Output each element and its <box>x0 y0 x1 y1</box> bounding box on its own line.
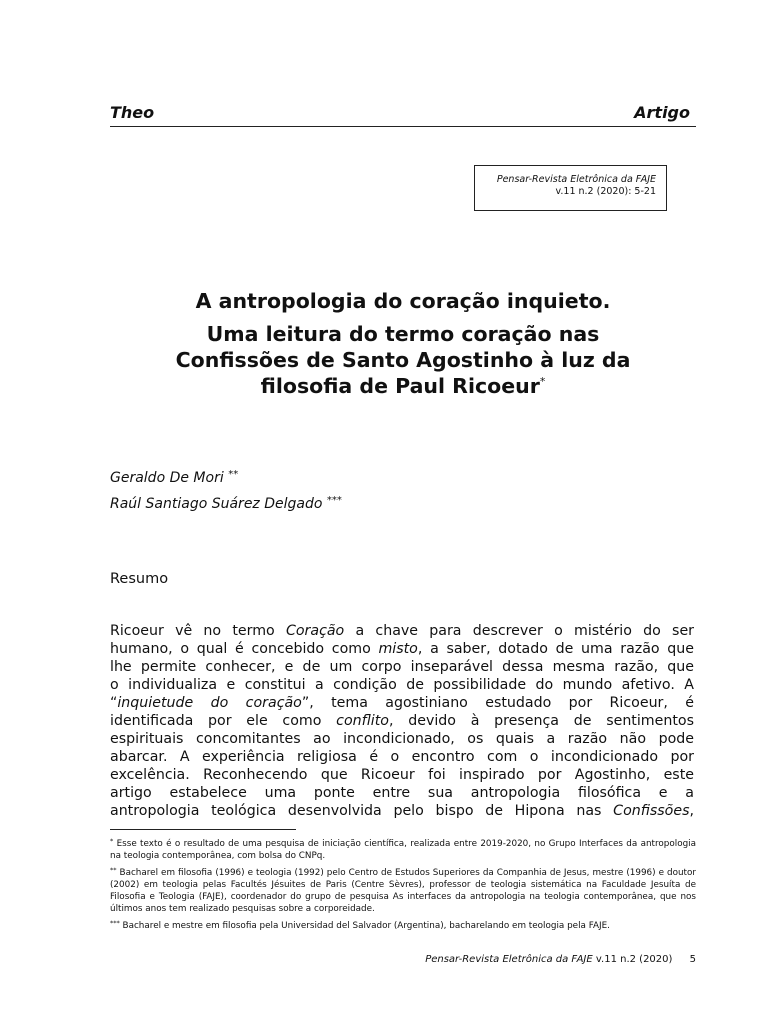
footnote-2-mark: ** <box>110 866 117 874</box>
footnotes <box>110 838 696 937</box>
footnote-3-mark: *** <box>110 919 120 927</box>
title-line-4-text: filosofia de Paul Ricoeur <box>260 374 540 398</box>
page-footer <box>110 954 696 965</box>
abstract-line: Ricoeur vê no termo Coração a chave para descrever o mistério do ser <box>110 623 694 639</box>
title-line-2: Uma leitura do termo coração nas <box>206 322 600 346</box>
title-line-4 <box>110 373 696 399</box>
abstract-line: excelência. Reconhecendo que Ricoeur foi inspirado por Agostinho, este <box>110 767 694 783</box>
abstract-line: espirituais concomitantes ao incondicionado, os quais a razão não pode <box>110 731 694 747</box>
footnote-3 <box>110 920 696 932</box>
title-footnote-mark[interactable]: * <box>539 375 546 388</box>
footer-volume: v.11 n.2 (2020) <box>595 954 673 965</box>
citation-journal: Pensar-Revista Eletrônica da FAJE <box>496 174 656 185</box>
abstract-line: abarcar. A experiência religiosa é o encontro com o incondicionado por <box>110 749 694 765</box>
footer-journal: Pensar-Revista Eletrônica da FAJE <box>425 954 593 965</box>
author-2-footnote-mark[interactable]: *** <box>326 495 342 506</box>
abstract-body <box>110 622 694 820</box>
author-1-name: Geraldo De Mori <box>110 470 224 486</box>
author-1 <box>110 470 238 486</box>
abstract-line: artigo estabelece uma ponte entre sua antropologia filosófica e a <box>110 785 694 801</box>
abstract-line: antropologia teológica desenvolvida pelo bispo de Hipona nas Confissões, <box>110 803 694 819</box>
citation-box <box>474 165 667 211</box>
footnote-1-text: Esse texto é o resultado de uma pesquisa de iniciação científica, realizada entre 2019-2020, no Grupo Interfaces da antropologia na teologia contemporânea, com bolsa do CNPq. <box>110 839 697 861</box>
title-line-3: Confissões de Santo Agostinho à luz da <box>175 348 631 372</box>
footnote-2 <box>110 867 696 915</box>
citation-volume: v.11 n.2 (2020): 5-21 <box>555 186 656 197</box>
abstract-heading: Resumo <box>110 571 169 587</box>
header-section-right: Artigo <box>634 103 690 122</box>
author-2 <box>110 496 342 512</box>
abstract-line: lhe permite conhecer, e de um corpo inseparável dessa mesma razão, que <box>110 659 694 675</box>
abstract-line: o individualiza e constitui a condição de possibilidade do mundo afetivo. A <box>110 677 694 693</box>
title-line-1: A antropologia do coração inquieto. <box>195 289 611 313</box>
header-section-left: Theo <box>110 103 155 122</box>
footnote-separator <box>110 829 296 830</box>
footnote-3-text: Bacharel e mestre em filosofia pela Universidad del Salvador (Argentina), bacharelando em teologia pela FAJE. <box>122 921 610 931</box>
author-2-name: Raúl Santiago Suárez Delgado <box>110 496 323 512</box>
article-title <box>110 288 696 399</box>
footnote-1 <box>110 838 696 862</box>
page-number: 5 <box>689 954 696 965</box>
abstract-line: identificada por ele como conflito, devido à presença de sentimentos <box>110 713 694 729</box>
abstract-line: humano, o qual é concebido como misto, a saber, dotado de uma razão que <box>110 641 694 657</box>
footnote-1-mark: * <box>110 837 114 845</box>
running-header <box>110 103 696 127</box>
author-1-footnote-mark[interactable]: ** <box>228 469 239 480</box>
abstract-line: “inquietude do coração”, tema agostiniano estudado por Ricoeur, é <box>110 695 694 711</box>
footnote-2-text: Bacharel em filosofia (1996) e teologia (1992) pelo Centro de Estudos Superiores da Companhia de Jesus, mestre (1996) e doutor (2002) em teologia pelas Facultés Jésuites de Paris (Centre Sèvres), professor de teologia sistemática na Faculdade Jesuíta de Filosofia e Teologia (FAJE), coordenador do grupo de pesquisa As interfaces da antropologia na teologia contemporânea, que nos últimos anos tem realizado pesquisas sobre a corporeidade. <box>110 868 697 914</box>
